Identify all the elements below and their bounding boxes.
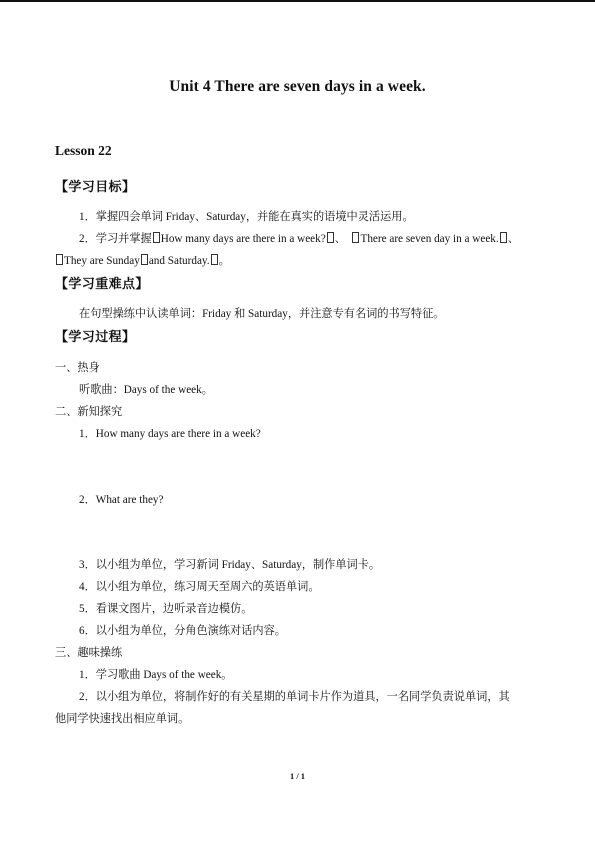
goal-item-2-cont-a: They are Sunday [64, 255, 140, 267]
process-part3-item-1: 1．学习歌曲 Days of the week。 [79, 669, 233, 681]
goal-item-2-text-c: 、 [334, 233, 346, 245]
key-points-heading: 【学习重难点】 [55, 276, 149, 291]
goal-item-1: 1．掌握四会单词 Friday、Saturday，并能在真实的语境中灵活运用。 [79, 211, 414, 223]
process-part2-question-1: 1．How many days are there in a week? [79, 428, 261, 440]
goal-item-2-cont-c: 。 [218, 255, 230, 267]
missing-glyph-box [352, 232, 359, 243]
process-part2-item-4: 4．以小组为单位，练习周天至周六的英语单词。 [79, 581, 320, 593]
goal-item-2 [79, 230, 519, 246]
process-part2-title: 二、新知探究 [55, 406, 123, 418]
page-number: 1 / 1 [289, 771, 306, 781]
process-heading: 【学习过程】 [55, 329, 136, 344]
missing-glyph-box [153, 232, 160, 243]
goal-item-2-text-e: 、 [507, 233, 519, 245]
process-part3-item-2-line-1: 2．以小组为单位，将制作好的有关星期的单词卡片作为道具，一名同学负责说单词，其 [79, 691, 510, 703]
goal-item-2-continuation [55, 252, 230, 268]
process-part3-item-2-line-2: 他同学快速找出相应单词。 [55, 713, 190, 725]
lesson-label: Lesson 22 [55, 143, 112, 158]
process-part2-item-5: 5．看课文图片，边听录音边模仿。 [79, 603, 253, 615]
goal-item-2-cont-b: and Saturday. [148, 255, 210, 267]
missing-glyph-box [211, 254, 218, 265]
process-part2-question-2: 2．What are they? [79, 494, 164, 506]
key-points-text: 在句型操练中认读单词：Friday 和 Saturday，并注意专有名词的书写特征。 [79, 308, 445, 320]
process-part2-item-6: 6．以小组为单位，分角色演练对话内容。 [79, 625, 286, 637]
process-part2-item-3: 3．以小组为单位，学习新词 Friday、Saturday，制作单词卡。 [79, 559, 381, 571]
process-part1-title: 一、热身 [55, 362, 100, 374]
page-title: Unit 4 There are seven days in a week. [169, 78, 426, 95]
goal-item-2-text-d: There are seven day in a week. [360, 233, 499, 245]
missing-glyph-box [500, 232, 507, 243]
process-part3-title: 三、趣味操练 [55, 647, 123, 659]
goals-heading: 【学习目标】 [55, 179, 136, 194]
missing-glyph-box [141, 254, 148, 265]
goal-item-2-text-b: How many days are there in a week? [160, 233, 326, 245]
missing-glyph-box [327, 232, 334, 243]
process-part1-item: 听歌曲：Days of the week。 [79, 384, 213, 396]
goal-item-2-text-a: 2．学习并掌握 [79, 233, 152, 245]
missing-glyph-box [56, 254, 63, 265]
